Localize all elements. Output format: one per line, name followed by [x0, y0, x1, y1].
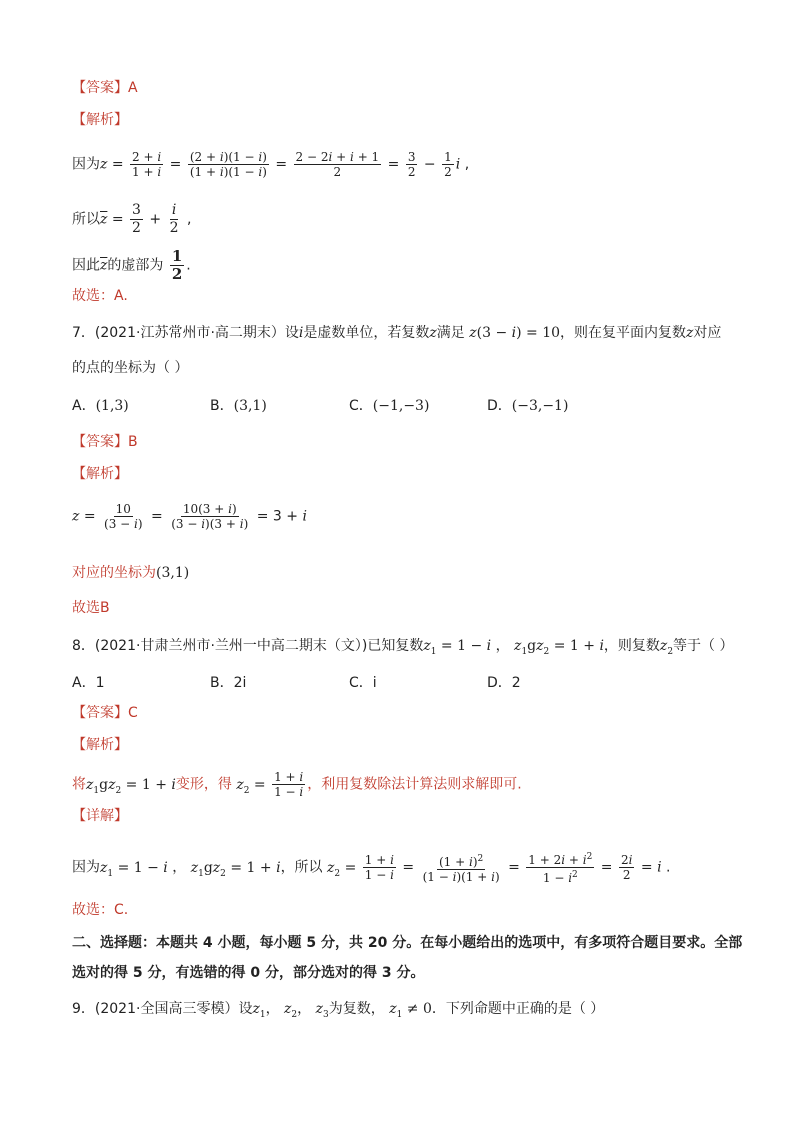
q8-option-a: A．1: [72, 675, 105, 691]
q6-choose: 故选：A.: [72, 288, 128, 304]
q7-option-d: D．(−3,−1): [487, 398, 569, 414]
analysis-label: 【解析】: [72, 737, 128, 753]
q9-stem: 9．(2021·全国高三零模）设$z_1$， $z_2$， $z_3$为复数， $z_1 \ne 0$．下列命题中正确的是（ ）: [72, 1001, 605, 1020]
q7-coordinate: 对应的坐标为(3,1): [72, 565, 190, 581]
q8-option-d: D．2: [487, 675, 521, 691]
analysis-label: 【解析】: [72, 112, 128, 128]
analysis-label: 【解析】: [72, 466, 128, 482]
q8-option-b: B．2i: [210, 675, 247, 691]
q7-choose: 故选B: [72, 600, 110, 616]
section-heading-line-1: 二、选择题：本题共 4 小题，每小题 5 分，共 20 分。在每小题给出的选项中，有多项符合题目要求。全部: [72, 935, 743, 951]
answer-label: 【答案】C: [72, 705, 138, 721]
q6-derivation-line-2: 所以$\overline{z}$ = $\frac{3}{2}$ + $\frac{i}{2}$ ,: [72, 202, 192, 236]
q8-detail: 因为$z_1 = 1 - i$ ， $z_1gz_2 = 1 + i$，所以 $z_2$ = $\frac{1 + i}{1 - i}$ = $\frac{(1 + i)^2}{(1 - i)(1 + i)}$ = $\frac{1 + 2i + i^2}{1 - i^2}$ = $\frac{2i}{2}$ = i .: [72, 852, 671, 885]
q7-option-a: A．(1,3): [72, 398, 129, 414]
detail-label: 【详解】: [72, 808, 128, 824]
q7-stem-line-2: 的点的坐标为（ ）: [72, 360, 189, 376]
section-heading-line-2: 选对的得 5 分，有选错的得 0 分，部分选对的得 3 分。: [72, 965, 425, 981]
answer-label: 【答案】B: [72, 434, 138, 450]
q8-analysis: 将$z_1gz_2 = 1 + i$变形，得 $z_2$ = $\frac{1 + i}{1 - i}$ ，利用复数除法计算法则求解即可.: [72, 770, 522, 799]
q7-derivation: z = $\frac{10}{(3 - i)}$ = $\frac{10(3 + i)}{(3 - i)(3 + i)}$ = 3 + i: [72, 502, 307, 531]
q6-conclusion: 因此$\overline{z}$的虚部为 $\frac{1}{2}$ .: [72, 247, 191, 283]
q7-option-c: C．(−1,−3): [349, 398, 430, 414]
answer-label: 【答案】A: [72, 80, 138, 96]
q8-stem: 8．(2021·甘肃兰州市·兰州一中高二期末（文）)已知复数$z_1 = 1 - i$ ， $z_1gz_2 = 1 + i$，则复数$z_2$等于（ ）: [72, 638, 734, 657]
q7-stem-line-1: 7．(2021·江苏常州市·高二期末）设i是虚数单位，若复数z满足 z(3 − i) = 10，则在复平面内复数z对应: [72, 325, 722, 341]
q6-derivation-line-1: 因为z = $\frac{2 + i}{1 + i}$ = $\frac{(2 + i)(1 - i)}{(1 + i)(1 - i)}$ = $\frac{2 - 2i + i + 1}{2}$ = $\frac{3}{2}$ − $\frac{1}{2}$ i ,: [72, 150, 470, 179]
q8-choose: 故选：C.: [72, 902, 129, 918]
q7-option-b: B．(3,1): [210, 398, 267, 414]
q8-option-c: C．i: [349, 675, 377, 691]
